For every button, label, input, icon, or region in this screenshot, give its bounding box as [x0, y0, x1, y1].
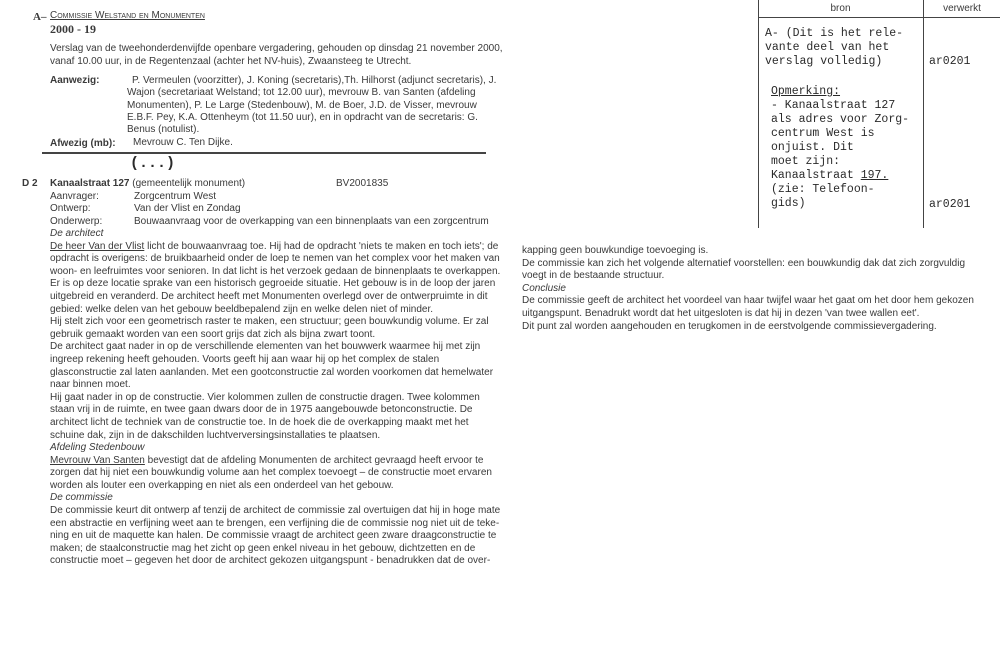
- text-line-content: bevestigt dat de afdeling Monumenten de architect gevraagd heeft ervoor te: [144, 454, 484, 466]
- organization-title: Commissie Welstand en Monumenten: [50, 10, 205, 21]
- present-line: Wajon (secretariaat Welstand; tot 12.00 uur), mevrouw B. van Santen (afdeling: [127, 87, 476, 99]
- present-line: Monumenten), P. Le Large (Stedenbouw), M. de Boer, J.D. de Visser, mevrouw: [127, 99, 477, 111]
- minutes-body-right: [522, 245, 974, 333]
- remark-line: als adres voor Zorg-: [771, 113, 910, 126]
- remark-label: Opmerking:: [771, 85, 841, 98]
- text-line: maken; de staalconstructie mag het zicht op geen enkel niveau in het gebouw, dichtzetten en de: [50, 542, 476, 554]
- note-reference: ar0201: [929, 55, 971, 68]
- field-value: Bouwaanvraag voor de overkapping van een binnenplaats van een zorgcentrum: [134, 215, 489, 227]
- present-line: E.B.F. Pey, K.A. Ottenheym (tot 11.50 uur), en in opdracht van de secretaris: G.: [127, 111, 478, 123]
- text-line: kapping geen bouwkundige toevoeging is.: [522, 245, 709, 256]
- column-header-source: bron: [830, 3, 851, 14]
- item-reference: BV2001835: [336, 178, 389, 189]
- text-line: Hij stelt zich voor een geometrisch raster te maken, een structuur; geen bouwkundig volume. Er zal: [50, 316, 489, 328]
- text-line: glasconstructie zal laten aanlanden. Met een gootconstructie zal worden voorkomen dat hemelwater: [50, 366, 494, 378]
- field-label: Ontwerp:: [50, 203, 91, 215]
- text-line: uitgangspunt. Benadrukt wordt dat het uitgesloten is dat hij in dezen 'van twee wallen eet'.: [522, 307, 920, 319]
- text-line: De commissie keurt dit ontwerp af tenzij de architect de commissie zal overtuigen dat hij in hoge mate: [50, 505, 501, 517]
- remark-reference: ar0201: [929, 198, 971, 211]
- text-line: Hij gaat nader in op de constructie. Vier kolommen zullen de constructie dragen. Twee kolommen: [50, 391, 480, 403]
- note-line: vante deel van het: [765, 41, 890, 54]
- text-line: gebied: welke delen van het gebouw beeldbepalend zijn en welke delen niet of minder.: [50, 303, 434, 315]
- field-label: Aanvrager:: [50, 190, 99, 202]
- minutes-body-left: [50, 228, 500, 568]
- source-note: [765, 27, 903, 69]
- speaker-name: Mevrouw Van Santen: [50, 454, 145, 466]
- note-line: A- (Dit is het rele-: [765, 27, 904, 40]
- remark-correction-prefix: Kanaalstraat: [771, 169, 861, 182]
- text-line: constructie moet – gegeven het door de architect gekozen uitgangspunt - benadrukken dat de over-: [50, 555, 491, 567]
- text-line: Dit punt zal worden aangehouden en terugkomen in de eerstvolgende commissievergadering.: [522, 320, 937, 332]
- remark-line: onjuist. Dit: [771, 141, 854, 154]
- text-line: voegt in de bestaande structuur.: [522, 270, 665, 282]
- text-line: een abstractie en verfijning weet aan te brengen, een verfijning die de commissie nog niet uit de teke-: [50, 517, 500, 529]
- omission-ellipsis: (...): [130, 155, 176, 172]
- remark-line: moet zijn:: [771, 155, 841, 168]
- remark-correction-number: 197.: [860, 169, 889, 182]
- present-line: P. Vermeulen (voorzitter), J. Koning (secretaris),Th. Hilhorst (adjunct secretaris), J.: [132, 75, 497, 86]
- present-line: Benus (notulist).: [127, 124, 200, 136]
- field-label: Onderwerp:: [50, 215, 103, 227]
- text-line: ingreep rekening heeft gehouden. Voorts geeft hij aan waar hij op het complex de stalen: [50, 353, 440, 365]
- field-value: Zorgcentrum West: [134, 190, 217, 202]
- table-column-divider: [923, 0, 924, 228]
- text-line: Er is op deze locatie sprake van een historisch gegroeide situatie. Het gebouw is in de loop der jaren: [50, 278, 496, 290]
- section-heading: Afdeling Stedenbouw: [50, 442, 145, 454]
- report-number: 2000 - 19: [50, 22, 96, 36]
- remark-line: centrum West is: [771, 127, 875, 140]
- item-code: D 2: [22, 178, 38, 189]
- item-heading: [50, 178, 245, 191]
- text-line: worden als louter een overkapping en niet als een onderdeel van het gebouw.: [50, 479, 394, 491]
- remark-correction: [771, 169, 909, 183]
- item-address: Kanaalstraat 127: [50, 178, 130, 189]
- text-line: [50, 455, 500, 468]
- source-marker: A–: [33, 11, 47, 23]
- table-header-divider: [758, 17, 1000, 18]
- table-border-left: [758, 0, 759, 228]
- section-heading: Conclusie: [522, 282, 566, 294]
- remark-line: (zie: Telefoon-: [771, 183, 875, 196]
- text-line: architect licht de techniek van de constructie toe. In de hoek die de overkapping maakt met het: [50, 416, 469, 428]
- speaker-name: De heer Van der Vlist: [50, 240, 145, 252]
- header-divider: [42, 152, 486, 154]
- text-line: De commissie geeft de architect het voordeel van haar twijfel waar het gaat om het door hem gekozen: [522, 295, 974, 307]
- text-line: De architect gaat nader in op de verschillende elementen van het bouwwerk waarmee hij met zijn: [50, 341, 481, 353]
- section-heading: De commissie: [50, 492, 113, 504]
- text-line: gebruik gemaakt worden van een soort grijs dat zich als bijna zwart toont.: [50, 328, 376, 340]
- text-line: ning en uit de maquette kan halen. De commissie vraagt de architect geen zware draagconstructie te: [50, 530, 497, 542]
- text-line: opdracht is overigens: de bruikbaarheid onder de loep te nemen van het complex voor het maken van: [50, 253, 500, 265]
- remark-line: gids): [771, 197, 806, 210]
- item-address-note: (gemeentelijk monument): [132, 178, 246, 189]
- intro-line-1: Verslag van de tweehonderdenvijfde openbare vergadering, gehouden op dinsdag 21 november 2000,: [50, 43, 503, 54]
- section-heading: De architect: [50, 228, 104, 239]
- text-line: naar binnen moet.: [50, 379, 131, 391]
- text-line: woon- en leefruimtes voor senioren. In dat licht is het verzoek gedaan de binnenplaats te overkappen.: [50, 265, 501, 277]
- absent-label: Afwezig (mb):: [50, 138, 116, 149]
- remark-line: - Kanaalstraat 127: [771, 99, 896, 112]
- text-line: De commissie kan zich het volgende alternatief voorstellen: een bouwkundig dak dat zich zorgvuldig: [522, 257, 966, 269]
- text-line: [50, 241, 500, 254]
- note-line: verslag volledig): [765, 55, 883, 68]
- present-label: Aanwezig:: [50, 75, 100, 86]
- absent-value: Mevrouw C. Ten Dijke.: [133, 137, 233, 148]
- text-line-content: licht de bouwaanvraag toe. Hij had de opdracht 'niets te maken en toch iets'; de: [144, 240, 499, 252]
- text-line: schuine dak, zijn in de dakschilden luchtverversingsinstallaties te plaatsen.: [50, 429, 381, 441]
- present-list: [127, 75, 496, 136]
- field-value: Van der Vlist en Zondag: [134, 203, 241, 215]
- remark-note: [771, 85, 909, 211]
- text-line: staan vrij in de ruimte, en twee gaan dwars door de in 1975 aangebouwde betonconstructie. De: [50, 404, 473, 416]
- intro-line-2: vanaf 10.00 uur, in de Regentenzaal (achter het NV-huis), Zwaansteeg te Utrecht.: [50, 56, 412, 67]
- text-line: zorgen dat hij niet een bouwkundig volume aan het complex toevoegt – de constructie moet ervaren: [50, 467, 492, 479]
- text-line: uitgebreid en veranderd. De architect heeft met Monumenten overlegd over de ontwerpruimte in dit: [50, 290, 488, 302]
- item-fields: [50, 191, 489, 229]
- column-header-processed: verwerkt: [943, 3, 981, 14]
